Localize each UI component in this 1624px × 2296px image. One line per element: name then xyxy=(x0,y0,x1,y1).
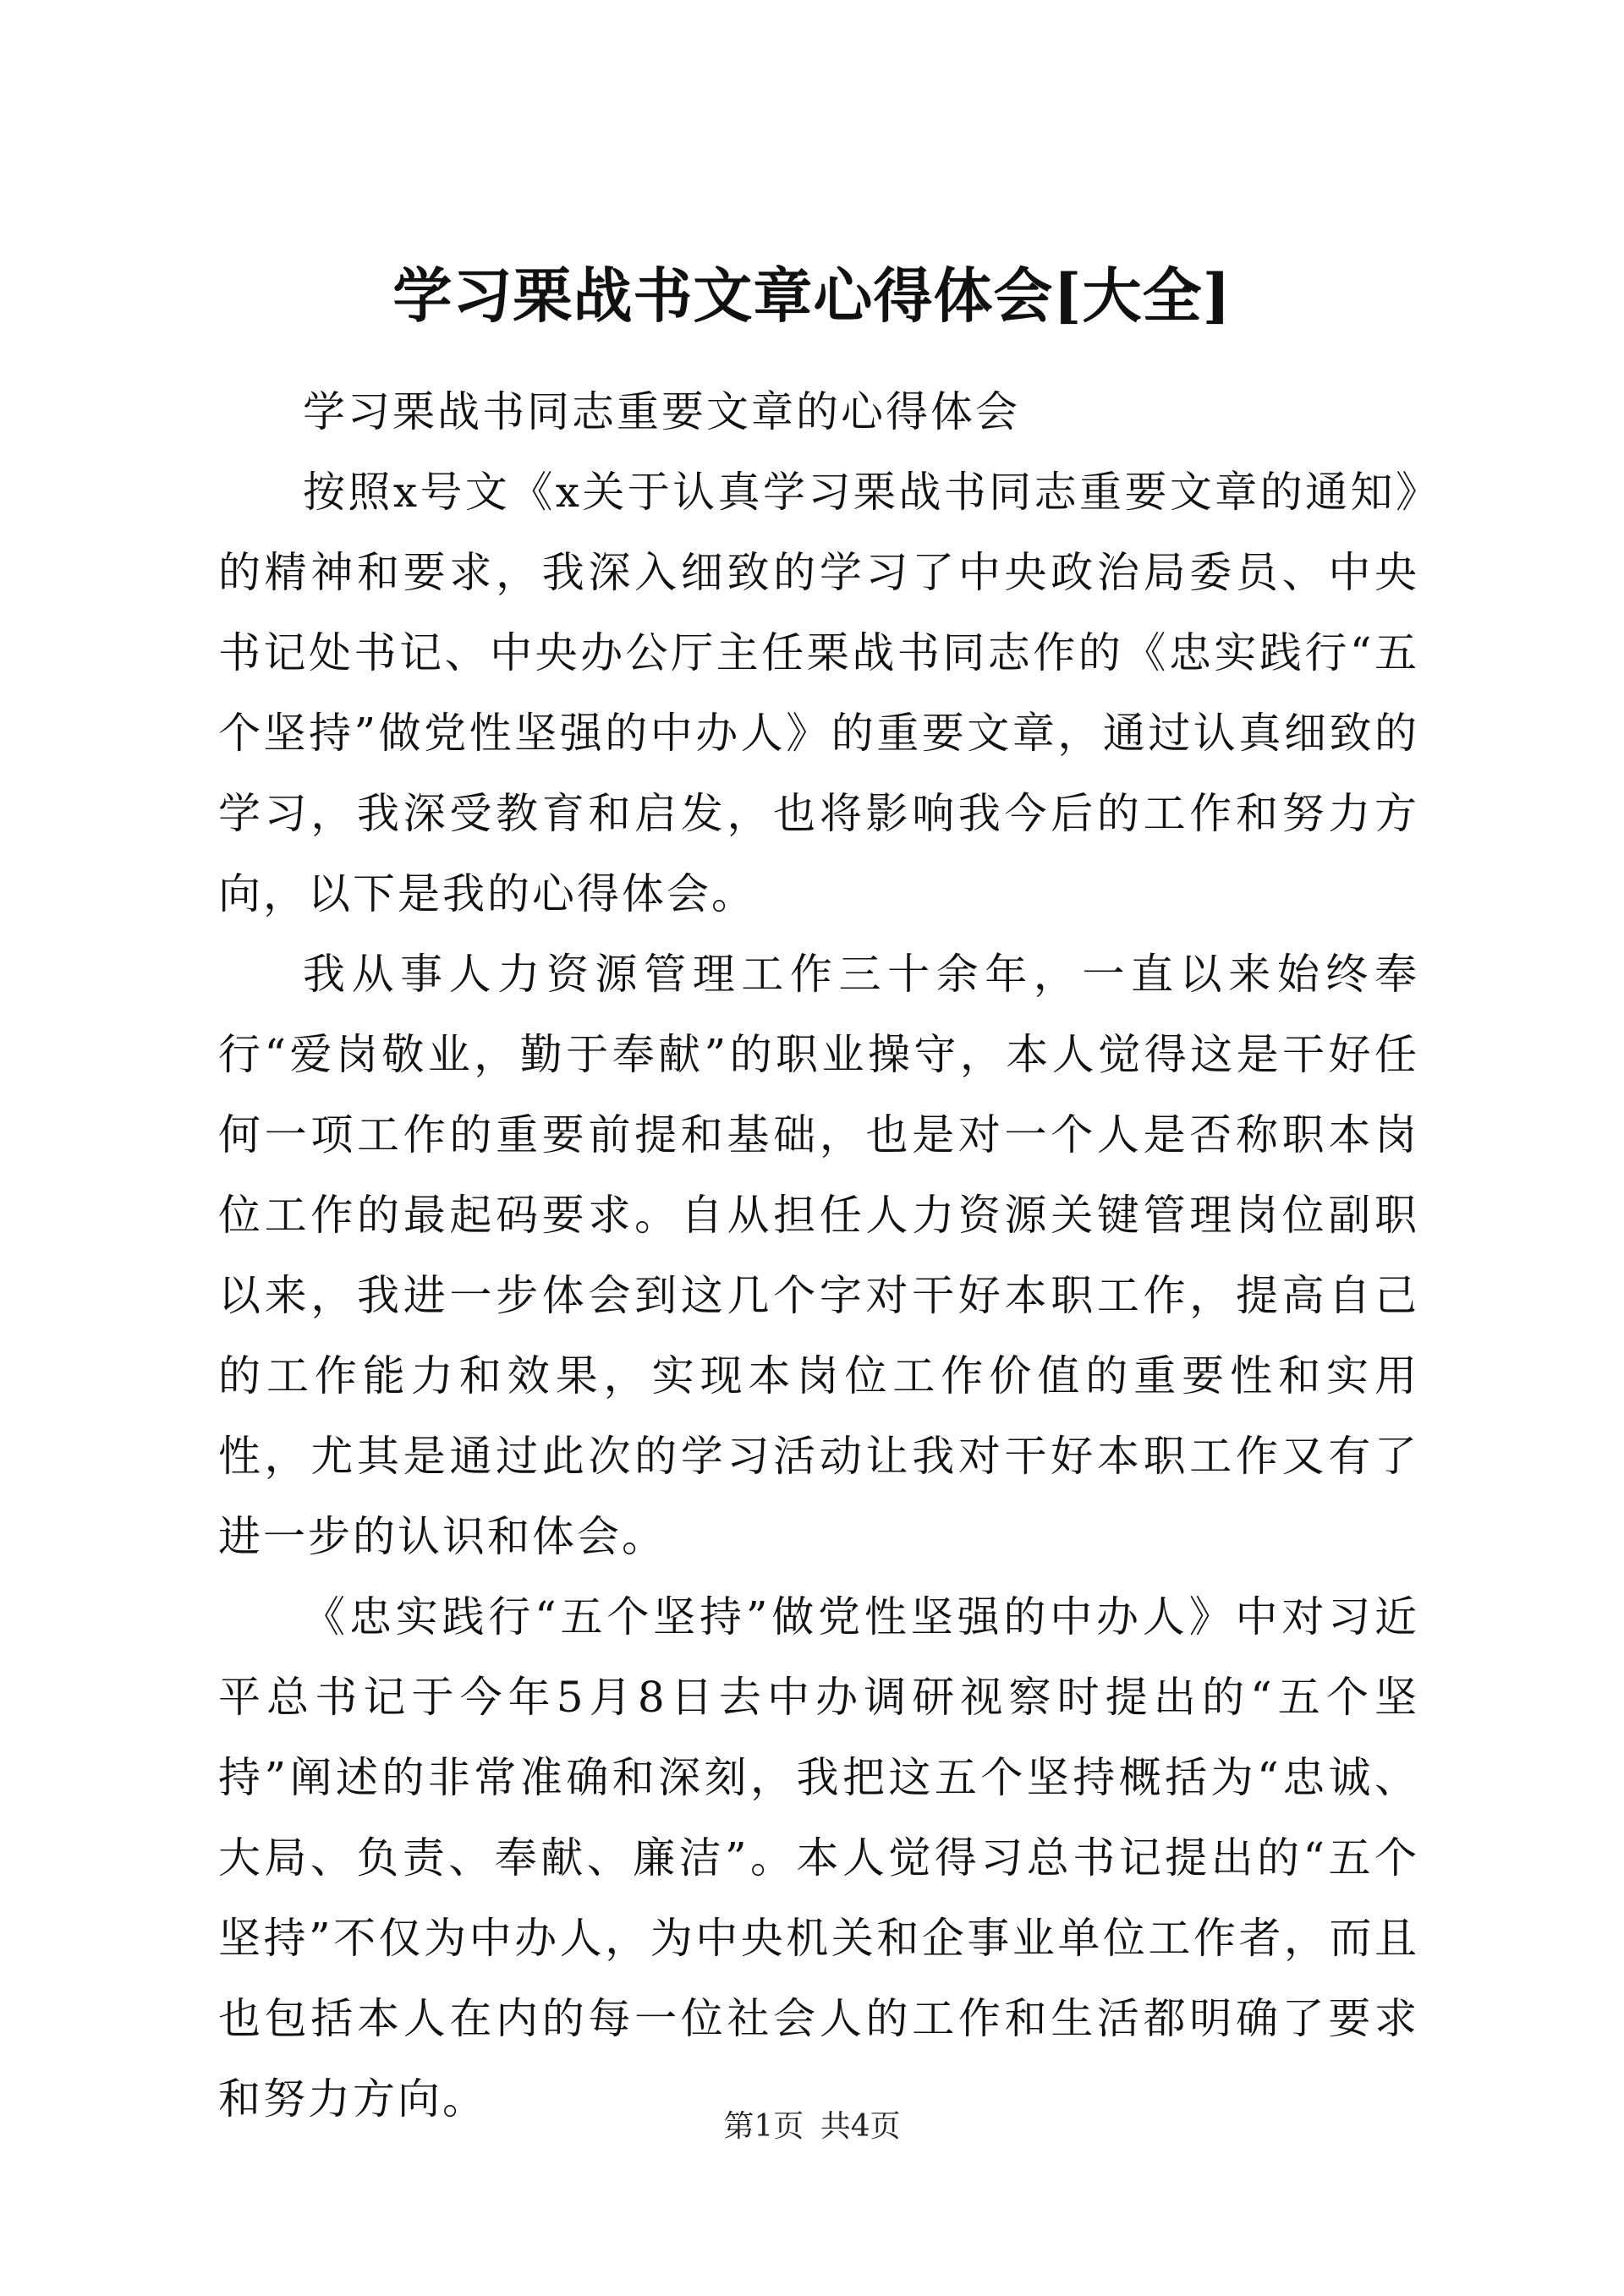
page-total: 共4页 xyxy=(820,2109,901,2144)
page-number: 第1页 xyxy=(723,2109,804,2144)
page-footer xyxy=(0,2106,1624,2148)
subtitle-paragraph: 学习栗战书同志重要文章的心得体会 xyxy=(303,387,1020,436)
document-title: 学习栗战书文章心得体会[大全] xyxy=(392,260,1232,331)
body-paragraph: 按照x号文《x关于认真学习栗战书同志重要文章的通知》的精神和要求，我深入细致的学习了中央政治局委员、中央书记处书记、中央办公厅主任栗战书同志作的《忠实践行“五个坚持”做党性坚强的中办人》的重要文章，通过认真细致的学习，我深受教育和启发，也将影响我今后的工作和努力方向，以下是我的心得体会。 xyxy=(218,468,1419,918)
body-paragraph: 《忠实践行“五个坚持”做党性坚强的中办人》中对习近平总书记于今年5月8日去中办调研视察时提出的“五个坚持”阐述的非常准确和深刻，我把这五个坚持概括为“忠诚、大局、负责、奉献、廉洁”。本人觉得习总书记提出的“五个坚持”不仅为中办人，为中央机关和企事业单位工作者，而且也包括本人在内的每一位社会人的工作和生活都明确了要求和努力方向。 xyxy=(218,1592,1419,2123)
document-body xyxy=(218,372,1419,2140)
body-paragraph: 我从事人力资源管理工作三十余年，一直以来始终奉行“爱岗敬业，勤于奉献”的职业操守，本人觉得这是干好任何一项工作的重要前提和基础，也是对一个人是否称职本岗位工作的最起码要求。自从担任人力资源关键管理岗位副职以来，我进一步体会到这几个字对干好本职工作，提高自己的工作能力和效果，实现本岗位工作价值的重要性和实用性，尤其是通过此次的学习活动让我对干好本职工作又有了进一步的认识和体会。 xyxy=(218,950,1419,1561)
